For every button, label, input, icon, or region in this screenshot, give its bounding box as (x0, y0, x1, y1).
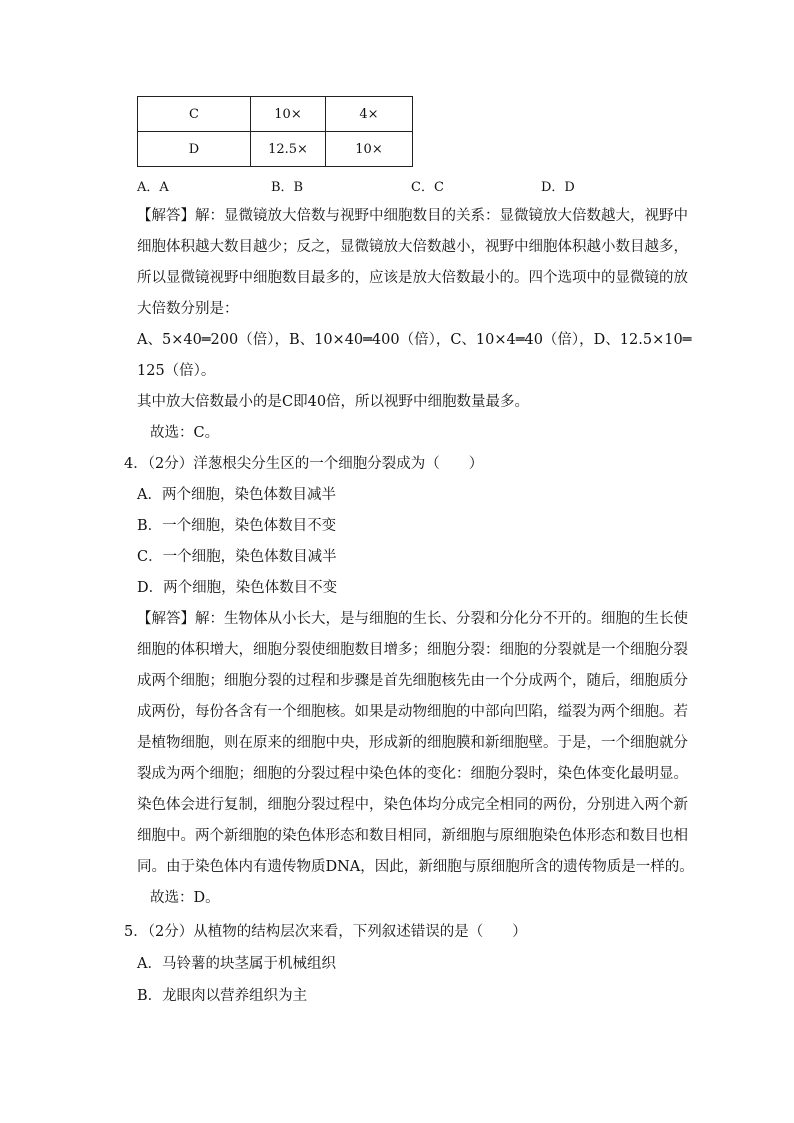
q4-answer-line: 成两份，每份各含有一个细胞核。如果是动物细胞的中部向凹陷，缢裂为两个细胞。若 (137, 704, 688, 720)
table-row (138, 132, 413, 167)
q5-option-b: B．龙眼肉以营养组织为主 (137, 988, 308, 1004)
table-cell-option: D (138, 132, 251, 167)
q4-answer-line: 是植物细胞，则在原来的细胞中央，形成新的细胞膜和新细胞壁。于是，一个细胞就分 (137, 735, 688, 751)
q5-option-a: A．马铃薯的块茎属于机械组织 (137, 956, 336, 972)
q4-option-a: A．两个细胞，染色体数目减半 (137, 487, 336, 503)
q4-option-b: B．一个细胞，染色体数目不变 (137, 518, 337, 534)
q5-stem: 5．（2分）从植物的结构层次来看，下列叙述错误的是（ ） (124, 924, 527, 940)
q4-answer-line: 裂成为两个细胞；细胞的分裂过程中染色体的变化：细胞分裂时，染色体变化最明显。 (137, 766, 688, 782)
q3-answer-line: 【解答】解：显微镜放大倍数与视野中细胞数目的关系：显微镜放大倍数越大，视野中 (137, 208, 688, 224)
choice-d: D．D (541, 180, 575, 195)
q3-answer-line: A、5×40═200（倍），B、10×40═400（倍），C、10×4═40（倍），D、12.5×10═ (137, 332, 692, 348)
q3-answer-line: 125（倍）。 (137, 363, 216, 379)
q3-answer-line: 其中放大倍数最小的是C即40倍，所以视野中细胞数量最多。 (137, 394, 530, 410)
table-cell-objective: 10× (326, 132, 413, 167)
q4-answer-line: 成两个细胞；细胞分裂的过程和步骤是首先细胞核先由一个分成两个，随后，细胞质分 (137, 673, 688, 689)
q3-answer-conclusion: 故选：C。 (150, 425, 220, 441)
q3-answer-line: 所以显微镜视野中细胞数目最多的，应该是放大倍数最小的。四个选项中的显微镜的放 (137, 270, 688, 286)
table-row (138, 97, 413, 132)
table-cell-eyepiece: 12.5× (251, 132, 326, 167)
table-cell-option: C (138, 97, 251, 132)
microscope-options-table (137, 96, 413, 167)
q4-option-d: D．两个细胞，染色体数目不变 (137, 580, 338, 596)
q4-answer-line: 【解答】解：生物体从小长大，是与细胞的生长、分裂和分化分不开的。细胞的生长使 (137, 611, 688, 627)
q3-choices (137, 176, 597, 196)
q3-answer-line: 大倍数分别是： (137, 301, 239, 317)
table-cell-eyepiece: 10× (251, 97, 326, 132)
q4-answer-line: 同。由于染色体内有遗传物质DNA，因此，新细胞与原细胞所含的遗传物质是一样的。 (137, 859, 694, 875)
q4-stem: 4．（2分）洋葱根尖分生区的一个细胞分裂成为（ ） (124, 456, 484, 472)
table-cell-objective: 4× (326, 97, 413, 132)
choice-b: B．B (271, 180, 304, 195)
q4-answer-line: 细胞的体积增大，细胞分裂使细胞数目增多；细胞分裂：细胞的分裂就是一个细胞分裂 (137, 642, 688, 658)
q4-option-c: C．一个细胞，染色体数目减半 (137, 549, 337, 565)
q3-answer-line: 细胞体积越大数目越少；反之，显微镜放大倍数越小，视野中细胞体积越小数目越多， (137, 239, 688, 255)
q4-answer-line: 细胞中。两个新细胞的染色体形态和数目相同，新细胞与原细胞染色体形态和数目也相 (137, 828, 688, 844)
choice-a: A．A (137, 180, 169, 195)
q4-answer-conclusion: 故选：D。 (150, 890, 220, 906)
q4-answer-line: 染色体会进行复制，细胞分裂过程中，染色体均分成完全相同的两份，分别进入两个新 (137, 797, 688, 813)
choice-c: C．C (411, 180, 444, 195)
